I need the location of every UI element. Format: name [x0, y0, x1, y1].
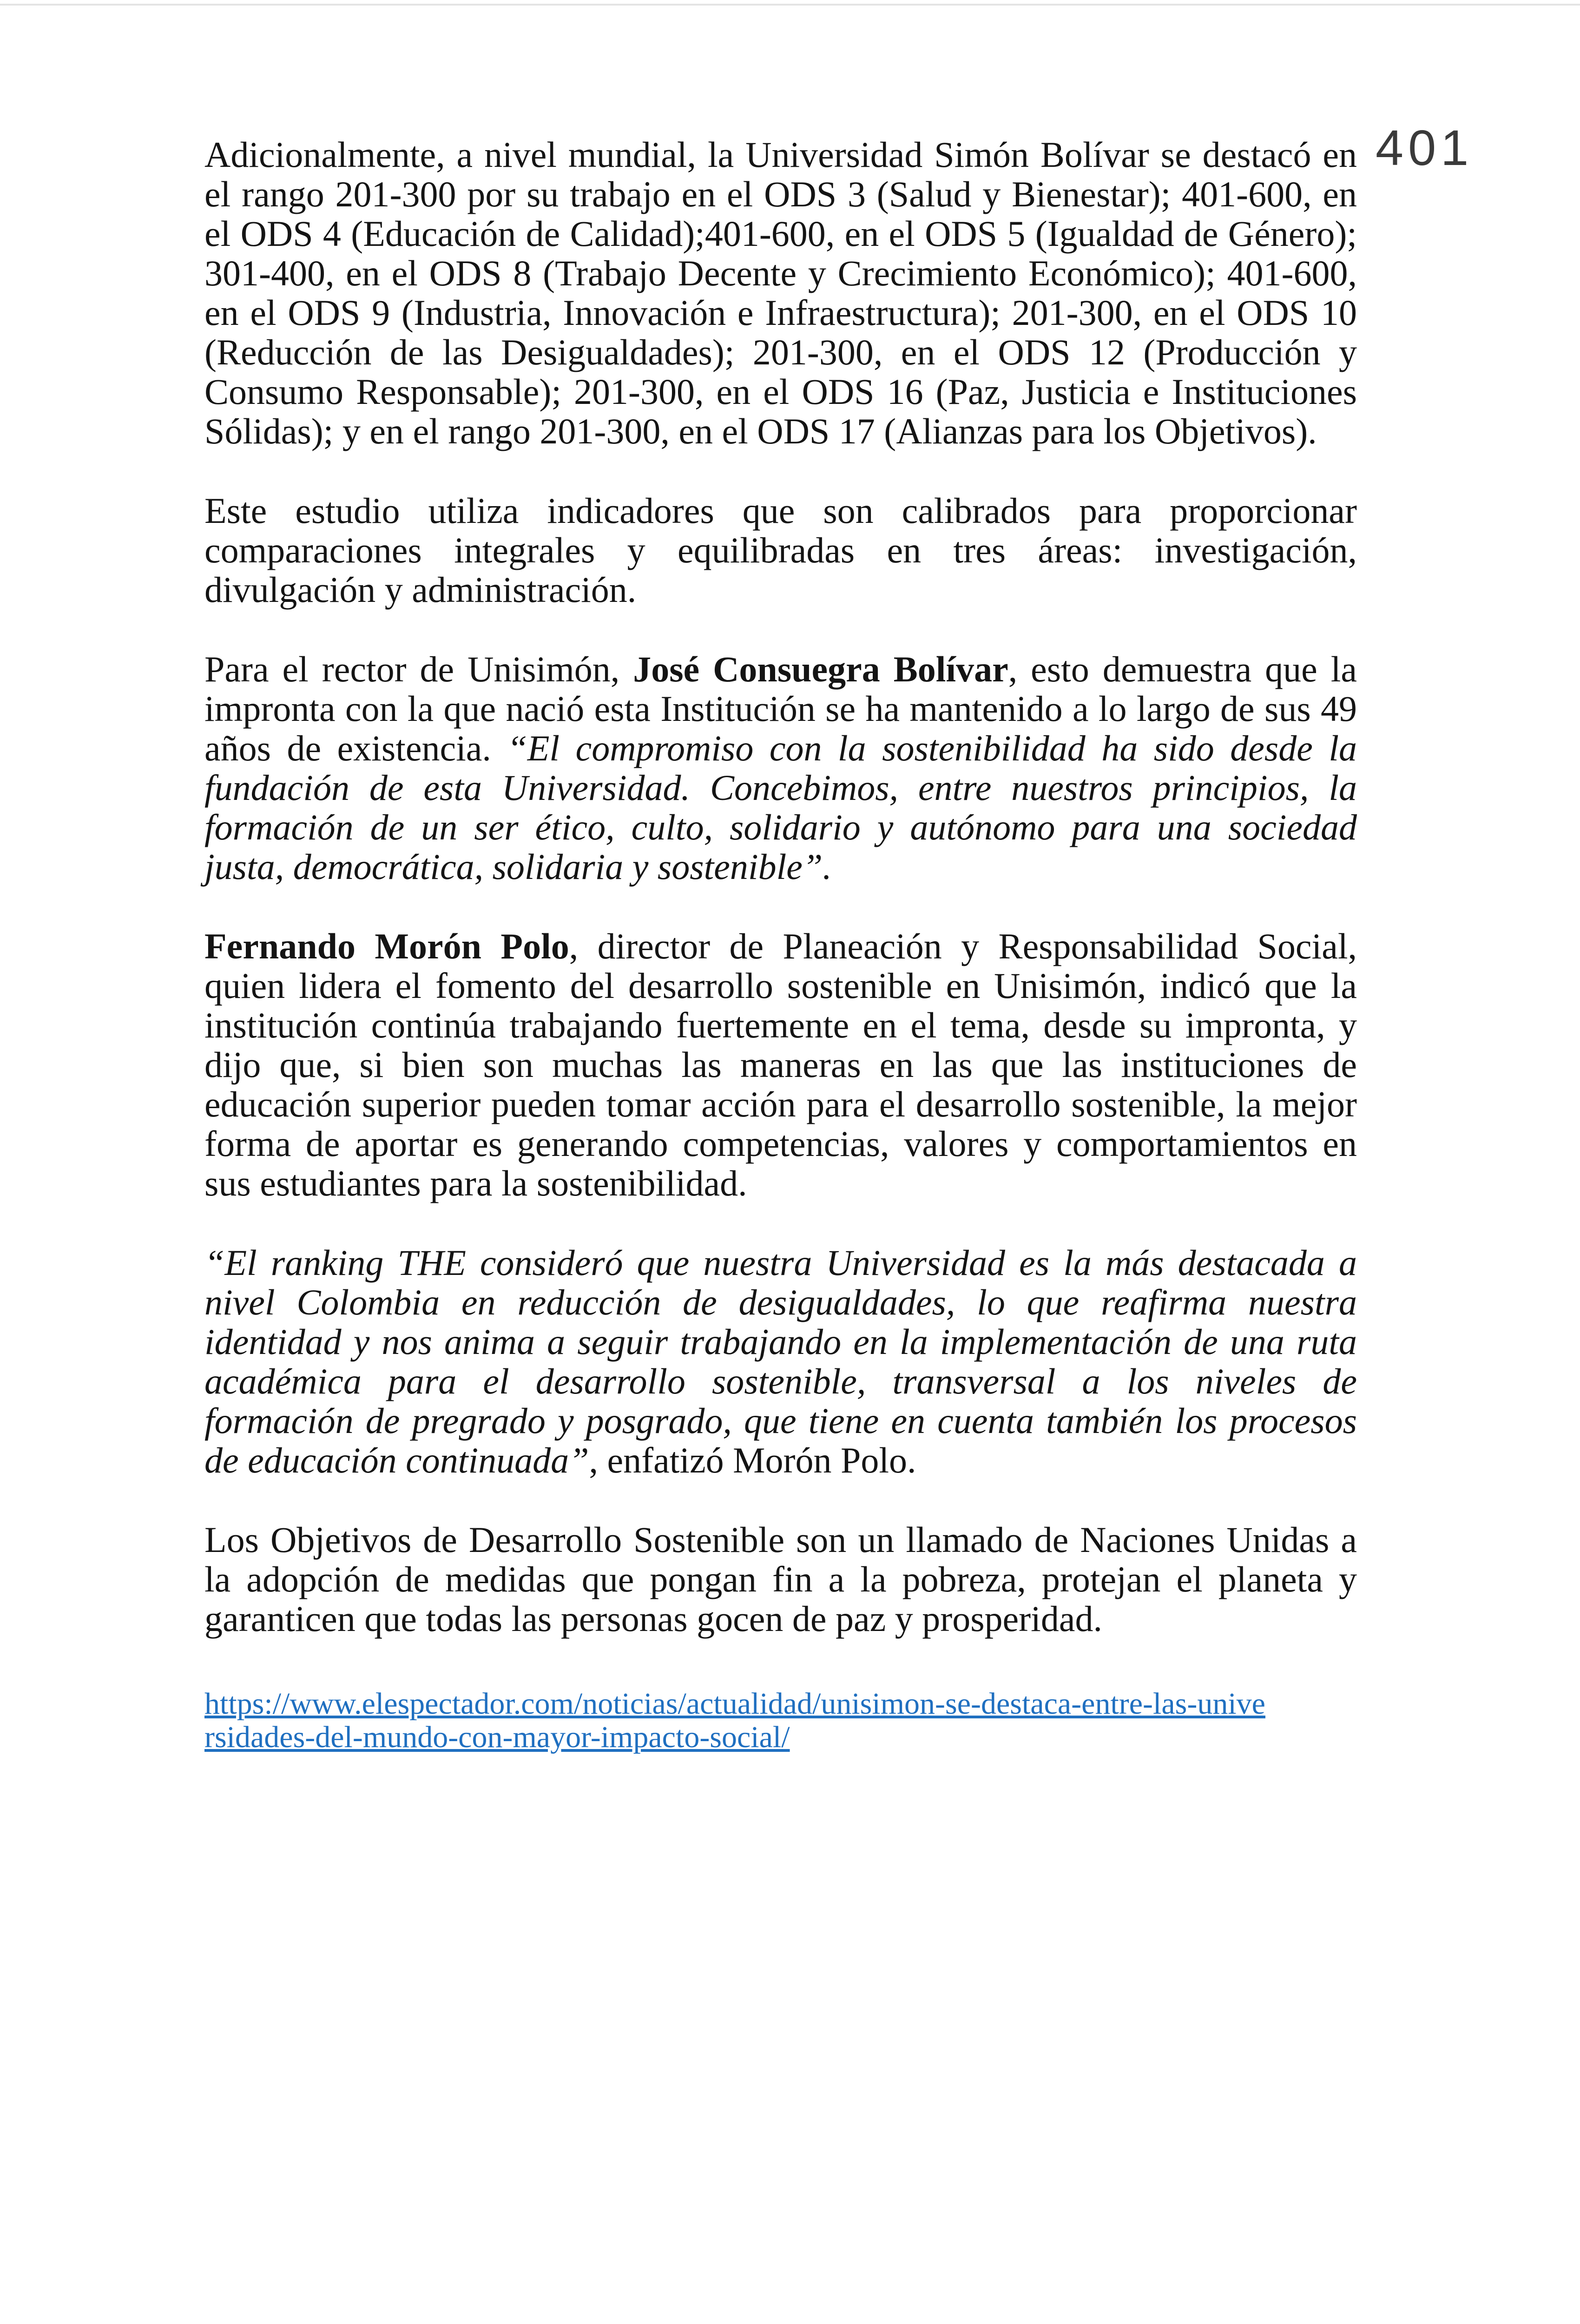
paragraph-ods-rankings: Adicionalmente, a nivel mundial, la Universidad Simón Bolívar se destacó en el rango 201-300 por su trabajo en el ODS 3 (Salud y Bienestar); 401-600, en el ODS 4 (Educación de Calidad);401-600, en el ODS 5 (Igualdad de Género); 301-400, en el ODS 8 (Trabajo Decente y Crecimiento Económico); 401-600, en el ODS 9 (Industria, Innovación e Infraestructura); 201-300, en el ODS 10 (Reducción de las Desigualdades); 201-300, en el ODS 12 (Producción y Consumo Responsable); 201-300, en el ODS 16 (Paz, Justicia e Instituciones Sólidas); y en el rango 201-300, en el ODS 17 (Alianzas para los Objetivos). — [204, 134, 1357, 451]
ranking-quote: “El ranking THE consideró que nuestra Universidad es la más destacada a nivel Colombia en reducción de desigualdades, lo que reafirma nuestra identidad y nos anima a seguir trabajando en la implementación de una ruta académica para el desarrollo sostenible, transversal a los niveles de formación de pregrado y posgrado, que tiene en cuenta también los procesos de educación continuada” — [204, 1242, 1357, 1480]
paragraph-ranking-quote — [204, 1243, 1357, 1480]
scan-top-edge — [0, 4, 1580, 6]
page-number: 401 — [1376, 119, 1474, 176]
rector-quote: “El compromiso con la sostenibilidad ha sido desde la fundación de esta Universidad. Concebimos, entre nuestros principios, la formación de un ser ético, culto, solidario y autónomo para una sociedad justa, democrática, solidaria y sostenible”. — [204, 728, 1357, 887]
director-name: Fernando Morón Polo — [204, 926, 569, 966]
source-link[interactable]: https://www.elespectador.com/noticias/actualidad/unisimon-se-destaca-entre-las-universidades-del-mundo-con-mayor-impacto-social/ — [204, 1687, 1265, 1754]
paragraph-sdg-definition: Los Objetivos de Desarrollo Sostenible son un llamado de Naciones Unidas a la adopción de medidas que pongan fin a la pobreza, protejan el planeta y garanticen que todas las personas gocen de paz y prosperidad. — [204, 1519, 1357, 1639]
paragraph-study-indicators: Este estudio utiliza indicadores que son calibrados para proporcionar comparaciones integrales y equilibradas en tres áreas: investigación, divulgación y administración. — [204, 490, 1357, 610]
ranking-quote-attribution: , enfatizó Morón Polo. — [589, 1440, 916, 1480]
rector-name: José Consuegra Bolívar — [633, 649, 1008, 689]
rector-intro-text: Para el rector de Unisimón, — [204, 649, 633, 689]
paragraph-director-statement — [204, 926, 1357, 1203]
paragraph-rector-statement — [204, 649, 1357, 886]
rector-middle-text: , esto demuestra que la impronta con la que nació esta Institución se ha mantenido a lo largo de sus 49 años de existencia. — [204, 649, 1357, 768]
document-body — [204, 135, 1357, 1754]
director-text: , director de Planeación y Responsabilidad Social, quien lidera el fomento del desarrollo sostenible en Unisimón, indicó que la institución continúa trabajando fuertemente en el tema, desde su impronta, y dijo que, si bien son muchas las maneras en las que las instituciones de educación superior pueden tomar acción para el desarrollo sostenible, la mejor forma de aportar es generando competencias, valores y comportamientos en sus estudiantes para la sostenibilidad. — [204, 926, 1357, 1203]
